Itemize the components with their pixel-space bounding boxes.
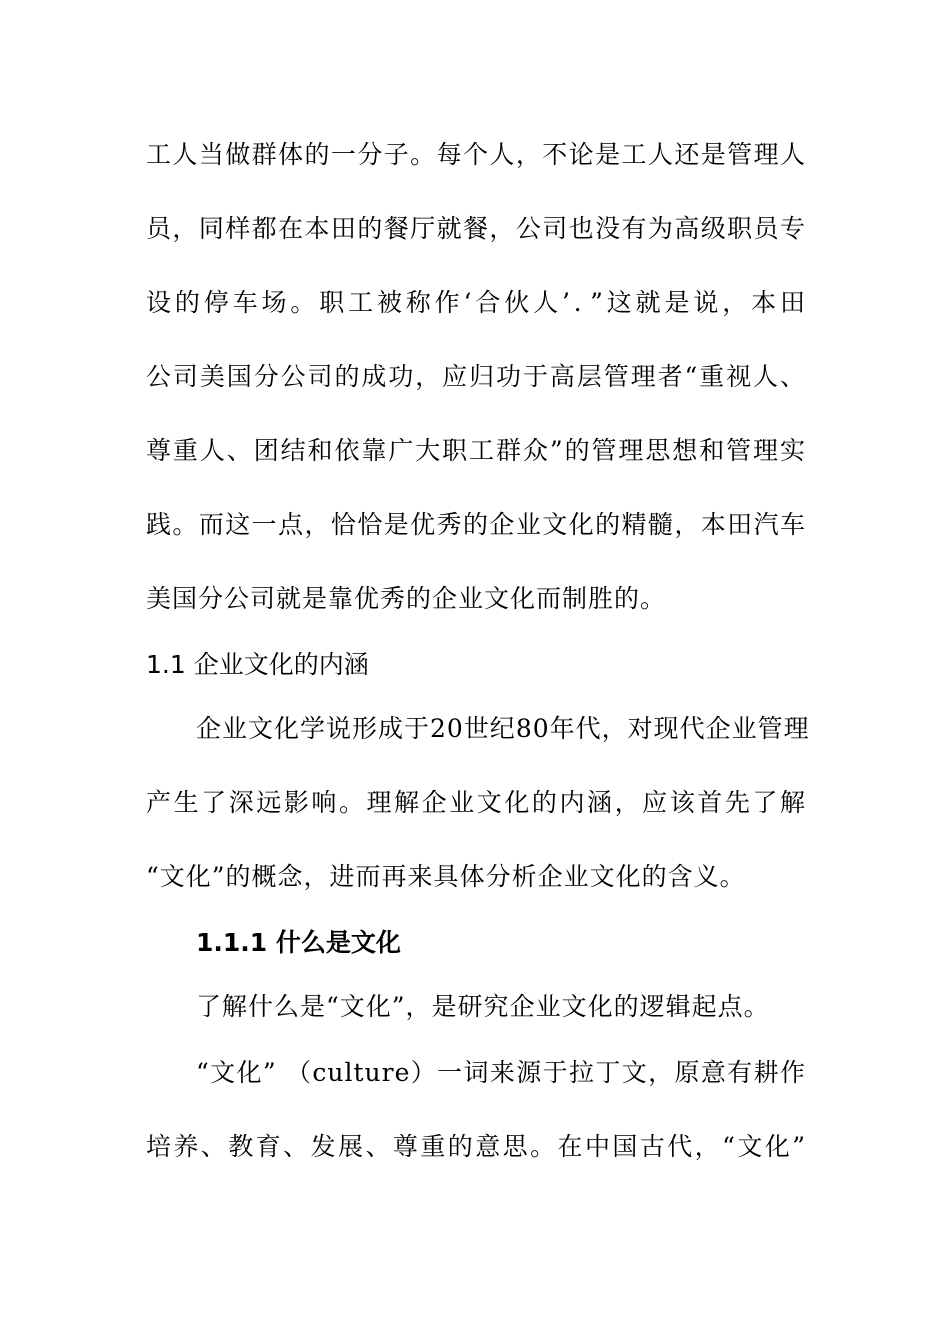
- paragraph-1-line-7: 美国分公司就是靠优秀的企业文化而制胜的。: [146, 584, 667, 613]
- paragraph-2-line-2: 产生了深远影响。理解企业文化的内涵，应该首先了解: [146, 788, 806, 817]
- paragraph-1-line-6: 践。而这一点，恰恰是优秀的企业文化的精髓，本田汽车: [146, 510, 806, 539]
- paragraph-1-line-2: 员，同样都在本田的餐厅就餐，公司也没有为高级职员专: [146, 214, 806, 243]
- paragraph-4-line-1: “文化” （culture）一词来源于拉丁文，原意有耕作: [196, 1058, 806, 1087]
- paragraph-1-line-1: 工人当做群体的一分子。每个人，不论是工人还是管理人: [146, 140, 806, 169]
- paragraph-2-line-1: 企业文化学说形成于20世纪80年代，对现代企业管理: [196, 714, 810, 743]
- paragraph-3-line-1: 了解什么是“文化”，是研究企业文化的逻辑起点。: [196, 992, 770, 1021]
- section-heading-1-1: 1.1 企业文化的内涵: [146, 650, 369, 679]
- paragraph-4-line-2: 培养、教育、发展、尊重的意思。在中国古代，“文化”: [146, 1132, 806, 1161]
- section-heading-1-1-1: 1.1.1 什么是文化: [196, 928, 401, 957]
- paragraph-1-line-3: 设的停车场。职工被称作‘合伙人’．”这就是说，本田: [146, 288, 806, 317]
- paragraph-1-line-5: 尊重人、团结和依靠广大职工群众”的管理思想和管理实: [146, 436, 806, 465]
- paragraph-2-line-3: “文化”的概念，进而再来具体分析企业文化的含义。: [146, 862, 746, 891]
- paragraph-1-line-4: 公司美国分公司的成功，应归功于高层管理者“重视人、: [146, 362, 806, 391]
